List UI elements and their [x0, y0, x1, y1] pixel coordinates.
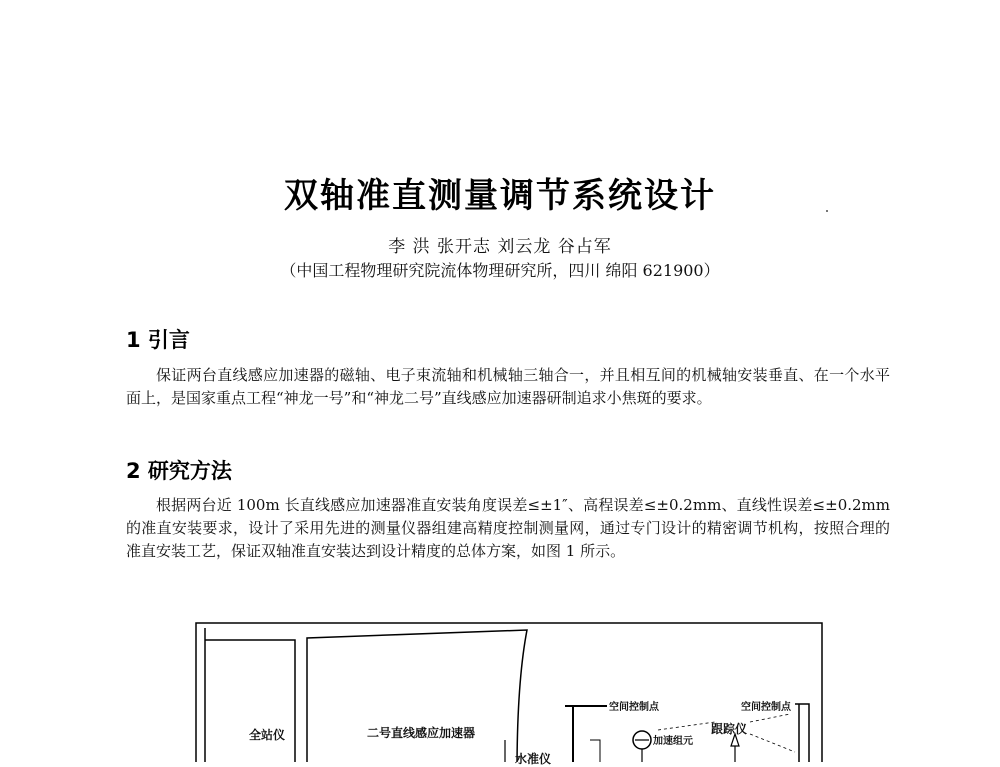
paper-affiliation: （中国工程物理研究院流体物理研究所，四川 绵阳 621900）: [280, 261, 720, 280]
figure-accel-unit-stand: [635, 740, 649, 762]
figure-1-lines: [195, 622, 825, 762]
label-total-station: 全站仪: [249, 728, 286, 742]
section-paragraph-intro: 保证两台直线感应加速器的磁轴、电子束流轴和机械轴三轴合一，并且相互间的机械轴安装垂直、在一个水平面上，是国家重点工程“神龙一号”和“神龙二号”直线感应加速器研制追求小焦斑的要求。: [126, 366, 890, 407]
section-heading-methods: 2 研究方法: [126, 459, 232, 483]
label-accelerator-2: 二号直线感应加速器: [367, 726, 476, 740]
paper-authors: 李 洪 张开志 刘云龙 谷占军: [388, 237, 612, 257]
label-level: 水准仪: [515, 752, 552, 766]
label-control-point-2: 空间控制点: [741, 702, 791, 713]
label-control-point-1: 空间控制点: [609, 702, 659, 713]
label-tracker: 跟踪仪: [711, 722, 748, 736]
paper-title: 双轴准直测量调节系统设计: [284, 176, 716, 216]
label-accel-unit: 加速组元: [653, 736, 693, 747]
figure-1-diagram: [195, 622, 825, 766]
scan-speck: [826, 210, 828, 212]
figure-bracket: [590, 740, 600, 762]
figure-accelerator-hall: [307, 630, 527, 762]
section-paragraph-methods: 根据两台近 100m 长直线感应加速器准直安装角度误差≤±1″、高程误差≤±0.2mm、直线性误差≤±0.2mm 的准直安装要求，设计了采用先进的测量仪器组建高精度控制测量网，通过专门设计的精密调节机构，按照合理的准直安装工艺，保证双轴准直安装达到设计精度的总体方案，如图 1 所示。: [126, 496, 890, 560]
figure-control-post-2: [795, 704, 809, 762]
figure-frame: [196, 623, 822, 762]
figure-tracker: [731, 734, 739, 762]
section-heading-intro: 1 引言: [126, 328, 190, 352]
figure-control-post-1: [565, 706, 607, 762]
